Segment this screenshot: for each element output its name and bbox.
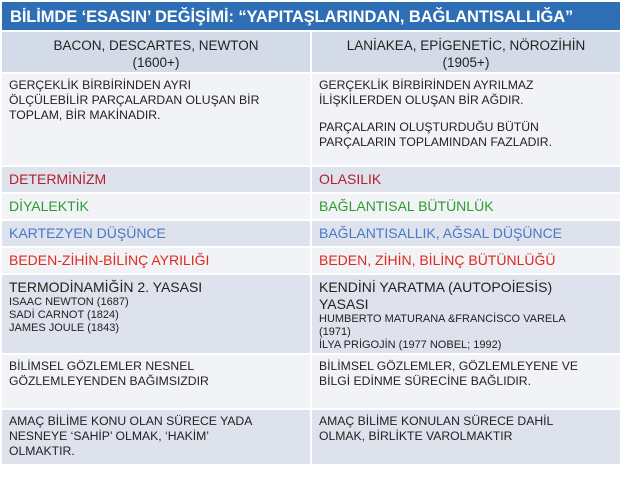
dialectic-left: DİYALEKTİK <box>2 194 310 219</box>
aim-left-text: AMAÇ BİLİME KONU OLAN SÜRECE YADA NESNEYE ‘SAHİP’ OLMAK, ‘HAKİM’ OLMAKTIR. <box>9 414 253 458</box>
reality-left <box>2 74 310 165</box>
reality-left-text: GERÇEKLİK BİRBİRİNDEN AYRI ÖLÇÜLEBİLİR PARÇALARDAN OLUŞAN BİR TOPLAM, BİR MAKİNADIR. <box>9 78 260 122</box>
header-left-text: BACON, DESCARTES, NEWTON (1600+) <box>53 38 259 70</box>
dialectic-right: BAĞLANTISAL BÜTÜNLÜK <box>312 194 620 219</box>
thermo-right-names: HUMBERTO MATURANA &FRANCİSCO VARELA (1971) İLYA PRİGOJİN (1977 NOBEL; 1992) <box>319 313 566 351</box>
thermo-right-title: KENDİNİ YARATMA (AUTOPOİESİS) YASASI <box>319 279 553 312</box>
header-left <box>2 32 310 72</box>
aim-right <box>312 410 620 464</box>
mindbody-left: BEDEN-ZİHİN-BİLİNÇ AYRILIĞI <box>2 248 310 273</box>
header-right <box>312 32 620 72</box>
comparison-slide <box>2 2 620 478</box>
thermo-left-title: TERMODİNAMİĞİN 2. YASASI <box>9 279 203 295</box>
observation-left-text: BİLİMSEL GÖZLEMLER NESNEL GÖZLEMLEYENDEN BAĞIMSIZDIR <box>9 359 209 388</box>
observation-left <box>2 355 310 408</box>
aim-left <box>2 410 310 464</box>
slide-title: BİLİMDE ‘ESASIN’ DEĞİŞİMİ: “YAPITAŞLARINDAN, BAĞLANTISALLIĞA” <box>2 2 620 32</box>
observation-right <box>312 355 620 408</box>
thermo-left-names: ISAAC NEWTON (1687) SADİ CARNOT (1824) JAMES JOULE (1843) <box>9 296 129 334</box>
determinism-right: OLASILIK <box>312 167 620 192</box>
comparison-table <box>2 32 620 72</box>
observation-right-text: BİLİMSEL GÖZLEMLER, GÖZLEMLEYENE VE BİLGİ EDİNME SÜRECİNE BAĞLIDIR. <box>319 359 578 388</box>
determinism-left: DETERMİNİZM <box>2 167 310 192</box>
header-right-text: LANİAKEA, EPİGENETİC, NÖROZİHİN (1905+) <box>346 38 586 70</box>
aim-right-text: AMAÇ BİLİME KONULAN SÜRECE DAHİL OLMAK, BİRLİKTE VAROLMAKTIR <box>319 414 554 443</box>
cartesian-right: BAĞLANTISALLIK, AĞSAL DÜŞÜNCE <box>312 221 620 246</box>
reality-right-text-1: GERÇEKLİK BİRBİRİNDEN AYRILMAZ İLİŞKİLERDEN OLUŞAN BİR AĞDIR. <box>319 78 534 107</box>
reality-right-text-2: PARÇALARIN OLUŞTURDUĞU BÜTÜN PARÇALARIN TOPLAMINDAN FAZLADIR. <box>319 120 552 149</box>
thermo-left <box>2 275 310 353</box>
cartesian-left: KARTEZYEN DÜŞÜNCE <box>2 221 310 246</box>
mindbody-right: BEDEN, ZİHİN, BİLİNÇ BÜTÜNLÜĞÜ <box>312 248 620 273</box>
thermo-right <box>312 275 620 353</box>
reality-right <box>312 74 620 165</box>
